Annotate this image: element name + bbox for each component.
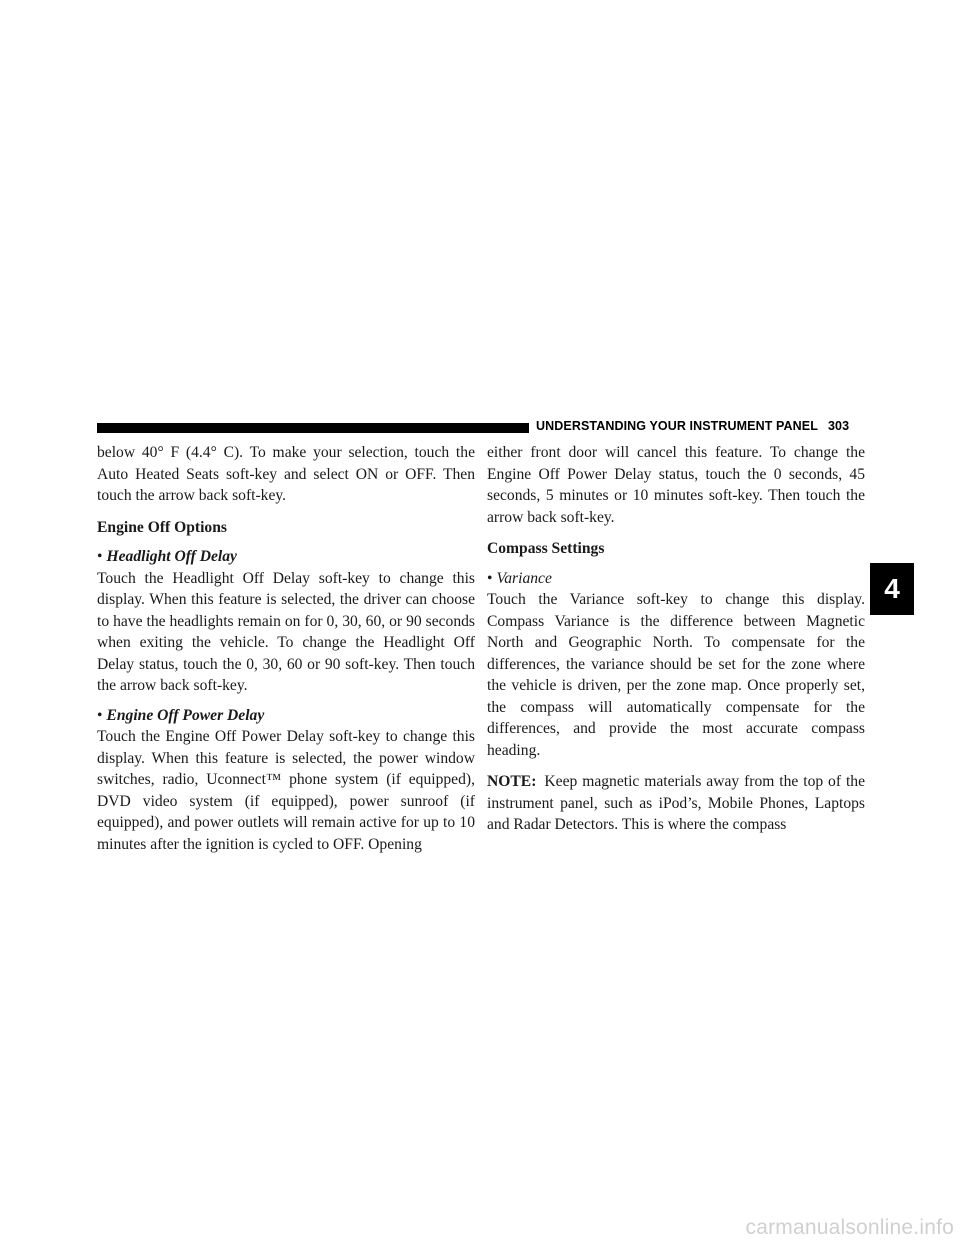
power-delay-paragraph: Touch the Engine Off Power Delay soft-key to change this display. When this feature is selected, the power window switches, radio, Uconnect™ phone system (if equipped), DVD video system (if equipped), power sunroof (if equipped), and power outlets will remain active for up to 10 minutes after the ignition is cycled to OFF. Opening <box>97 728 475 853</box>
chapter-tab: 4 <box>870 563 914 615</box>
bullet-label: Variance <box>496 569 552 587</box>
right-column <box>487 442 865 836</box>
variance-paragraph: Touch the Variance soft-key to change this display. Compass Variance is the difference between Magnetic North and Geographic North. To compensate for the differences, the variance should be set for the zone where the vehicle is driven, per the zone map. Once properly set, the compass will automatically compensate for the differences, and provide the most accurate compass heading. <box>487 591 865 759</box>
note-text: Keep magnetic materials away from the top of the instrument panel, such as iPod’s, Mobile Phones, Laptops and Radar Detectors. This is where the compass <box>487 773 865 833</box>
left-column <box>97 442 475 855</box>
bullet-icon: • <box>487 569 493 587</box>
page-number: 303 <box>827 419 850 433</box>
bullet-icon: • <box>97 706 103 724</box>
section-heading-compass: Compass Settings <box>487 540 605 557</box>
intro-paragraph: below 40° F (4.4° C). To make your selection, touch the Auto Heated Seats soft-key and select ON or OFF. Then touch the arrow back soft-key. <box>97 444 475 504</box>
bullet-variance <box>487 568 865 590</box>
note-paragraph <box>487 771 865 836</box>
running-header <box>536 419 866 433</box>
header-title: UNDERSTANDING YOUR INSTRUMENT PANEL <box>536 419 818 433</box>
bullet-label: Engine Off Power Delay <box>106 706 265 724</box>
bullet-label: Headlight Off Delay <box>106 548 237 565</box>
bullet-icon: • <box>97 548 103 565</box>
watermark: carmanualsonline.info <box>745 1216 954 1239</box>
continuation-paragraph: either front door will cancel this feature. To change the Engine Off Power Delay status, touch the 0 seconds, 45 seconds, 5 minutes or 10 minutes soft-key. Then touch the arrow back soft-key. <box>487 444 865 526</box>
bullet-engine-off-power-delay <box>97 705 475 727</box>
bullet-headlight-off-delay <box>97 546 475 568</box>
note-label: NOTE: <box>487 773 537 790</box>
header-rule <box>97 423 529 433</box>
section-heading-engine-off: Engine Off Options <box>97 518 227 536</box>
headlight-paragraph: Touch the Headlight Off Delay soft-key to change this display. When this feature is selected, the driver can choose to have the headlights remain on for 0, 30, 60, or 90 seconds when exiting the vehicle. To change the Headlight Off Delay status, touch the 0, 30, 60 or 90 soft-key. Then touch the arrow back soft-key. <box>97 569 475 694</box>
